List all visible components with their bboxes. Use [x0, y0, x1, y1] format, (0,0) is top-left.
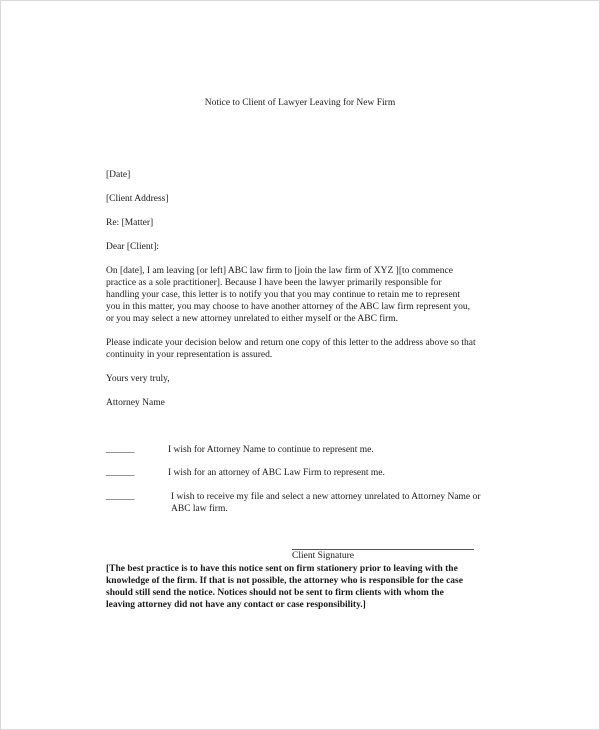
option-text	[171, 491, 480, 515]
note-line: should still send the notice. Notices should not be sent to firm clients with whom the	[106, 588, 444, 598]
paragraph-line: practice as a sole practitioner]. Because I have been the lawyer primarily responsible for	[106, 278, 442, 288]
salutation: Dear [Client]:	[106, 242, 160, 252]
option-blank[interactable]: ______	[106, 445, 135, 455]
client-address-placeholder: [Client Address]	[106, 194, 169, 204]
date-placeholder: [Date]	[106, 170, 131, 180]
signature-label: Client Signature	[292, 551, 355, 561]
body-paragraph-2	[106, 337, 476, 361]
option-text-line: ABC law firm.	[171, 504, 228, 514]
paragraph-line: Please indicate your decision below and return one copy of this letter to the address above so that	[106, 338, 476, 348]
option-text: I wish for Attorney Name to continue to represent me.	[168, 445, 374, 455]
note-line: [The best practice is to have this notice sent on firm stationery prior to leaving with the	[106, 564, 458, 574]
re-matter-line: Re: [Matter]	[106, 218, 154, 228]
paragraph-line: you in this matter, you may choose to have another attorney of the ABC law firm represent you,	[106, 302, 470, 312]
signer-name: Attorney Name	[106, 398, 165, 408]
practice-note	[106, 563, 526, 611]
paragraph-line: On [date], I am leaving [or left] ABC law firm to [join the law firm of XYZ ][to commence	[106, 266, 453, 276]
option-blank[interactable]: ______	[106, 468, 135, 478]
paragraph-line: continuity in your representation is assured.	[106, 350, 273, 360]
option-blank[interactable]: ______	[106, 492, 135, 502]
closing: Yours very truly,	[106, 374, 170, 384]
option-text: I wish for an attorney of ABC Law Firm to represent me.	[168, 468, 385, 478]
option-text-line: I wish to receive my file and select a new attorney unrelated to Attorney Name or	[171, 492, 481, 502]
body-paragraph-1	[106, 265, 470, 325]
paragraph-line: or you may select a new attorney unrelated to either myself or the ABC firm.	[106, 314, 399, 324]
note-line: knowledge of the firm. If that is not possible, the attorney who is responsible for the case	[106, 576, 463, 586]
paragraph-line: handling your case, this letter is to notify you that you may continue to retain me to represent	[106, 290, 461, 300]
document-title: Notice to Client of Lawyer Leaving for New Firm	[204, 98, 396, 108]
note-line: leaving attorney did not have any contact or case responsibility.]	[106, 600, 366, 610]
